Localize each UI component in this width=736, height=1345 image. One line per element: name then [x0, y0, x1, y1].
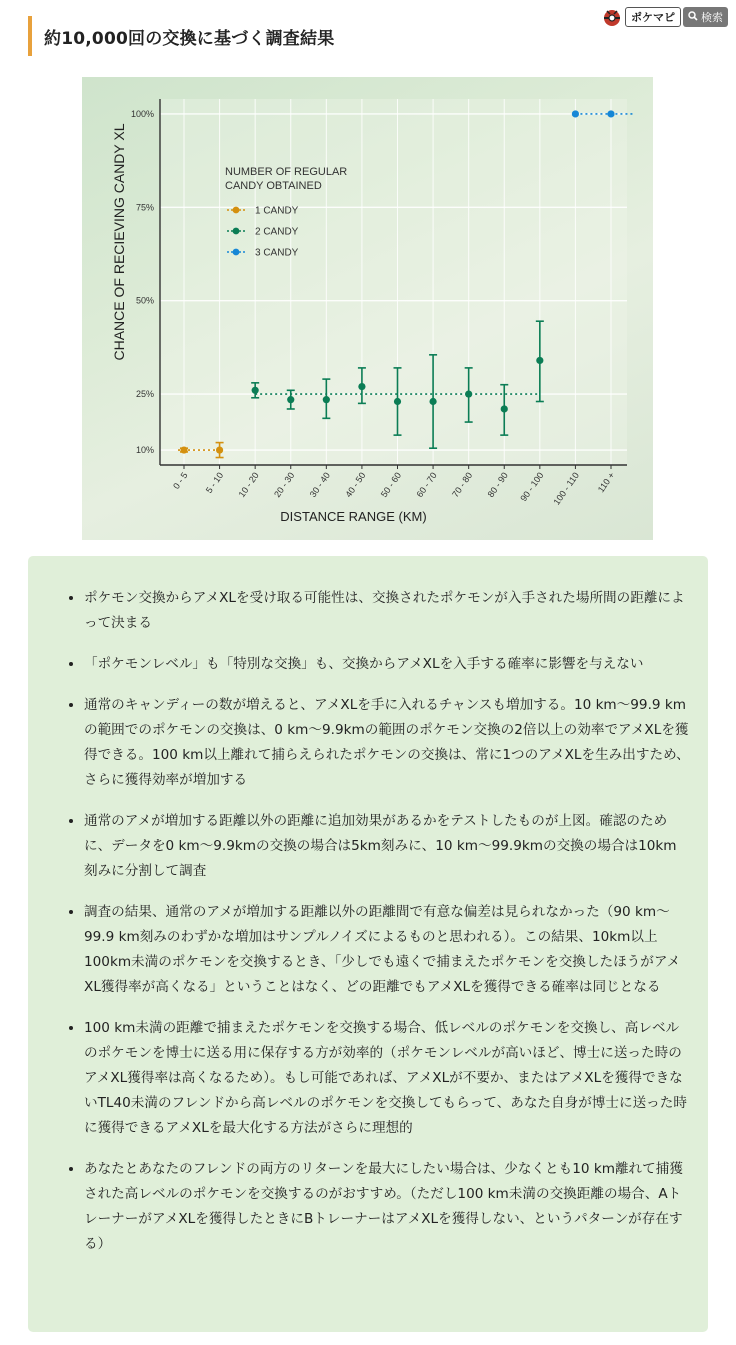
page-title: 約10,000回の交換に基づく調査結果 — [44, 28, 335, 49]
x-tick-label: 0 - 5 — [171, 470, 190, 491]
data-point — [501, 405, 508, 412]
note-item: • 調査の結果、通常のアメが増加する距離以外の距離間で有意な偏差は見られなかった（90 km〜99.9 km刻みのわずかな増加はサンプルノイズによるものと思われる）。この結果、10km以上100km未満のポケモンを交換するとき、「少しでも遠くで捕まえたポケモンを交換したほうがアメXL獲得率が高くなる」ということはなく、どの距離でもアメXLを獲得できる確率は同じとなる — [84, 900, 690, 1000]
x-tick-label: 50 - 60 — [378, 470, 404, 500]
x-tick-label: 20 - 30 — [272, 470, 297, 500]
note-item: • 通常のアメが増加する距離以外の距離に追加効果があるかをテストしたものが上図。確認のために、データを0 km〜9.9kmの交換の場合は5km刻みに、10 km〜99.9kmの交換の場合は10km刻みに分割して調査 — [84, 809, 690, 884]
legend-label: 3 CANDY — [255, 247, 299, 259]
data-point — [323, 396, 330, 403]
search-label: 検索 — [701, 11, 723, 24]
x-tick-label: 60 - 70 — [414, 470, 439, 500]
data-point — [536, 357, 543, 364]
y-tick-label: 25% — [135, 389, 154, 400]
chart-canvas — [82, 77, 653, 540]
x-tick-label: 90 - 100 — [518, 470, 546, 504]
x-tick-label: 10 - 20 — [236, 470, 261, 500]
data-point — [180, 446, 187, 453]
y-tick-label: 10% — [135, 445, 154, 456]
data-point — [216, 446, 223, 453]
data-point — [287, 396, 294, 403]
site-brand — [601, 6, 728, 28]
x-tick-label: 30 - 40 — [307, 470, 332, 500]
note-item: • あなたとあなたのフレンドの両方のリターンを最大にしたい場合は、少なくとも10 km離れて捕獲された高レベルのポケモンを交換するのがおすすめ。（ただし100 km未満の交換距離の場合、AトレーナーがアメXLを獲得したときにBトレーナーはアメXLを獲得しない、というパターンが存在する） — [84, 1157, 690, 1257]
note-item: • 「ポケモンレベル」も「特別な交換」も、交換からアメXLを入手する確率に影響を与えない — [84, 652, 690, 677]
legend-label: 1 CANDY — [255, 205, 299, 217]
x-axis-title: DISTANCE RANGE (KM) — [280, 509, 427, 524]
y-tick-label: 50% — [135, 295, 154, 306]
data-point — [607, 110, 614, 117]
x-tick-label: 100 - 110 — [551, 470, 582, 507]
x-tick-label: 40 - 50 — [343, 470, 368, 500]
note-item: • 100 km未満の距離で捕まえたポケモンを交換する場合、低レベルのポケモンを交換し、高レベルのポケモンを博士に送る用に保存する方が効率的（ポケモンレベルが高いほど、博士に送った時のアメXL獲得率は高くなるため）。もし可能であれば、アメXLが不要か、またはアメXLを獲得できないTL40未満のフレンドから高レベルのポケモンを交換してもらって、あなた自身が博士に送った時に獲得できるアメXLを最大化する方法がさらに理想的 — [84, 1016, 690, 1141]
data-point — [252, 387, 259, 394]
legend-label: 2 CANDY — [255, 226, 299, 238]
plot-panel — [160, 99, 627, 465]
data-point — [394, 398, 401, 405]
legend-swatch — [233, 228, 240, 235]
note-item: • 通常のキャンディーの数が増えると、アメXLを手に入れるチャンスも増加する。10 km〜99.9 kmの範囲でのポケモンの交換は、0 km〜9.9kmの範囲のポケモン交換の2倍以上の効率でアメXLを獲得できる。100 km以上離れて捕らえられたポケモンの交換は、常に1つのアメXLを生み出すため、さらに獲得効率が増加する — [84, 693, 690, 793]
search-button[interactable] — [683, 7, 728, 27]
search-icon — [688, 11, 698, 24]
data-point — [572, 110, 579, 117]
data-point — [429, 398, 436, 405]
notes-list — [64, 586, 690, 1257]
section-heading — [28, 16, 548, 56]
legend-swatch — [233, 207, 240, 214]
pokemapi-logo-icon[interactable] — [601, 6, 623, 28]
data-point — [358, 383, 365, 390]
y-axis-title: CHANCE OF RECIEVING CANDY XL — [111, 123, 127, 361]
y-tick-label: 100% — [130, 108, 154, 119]
x-tick-label: 80 - 90 — [485, 470, 510, 500]
y-tick-label: 75% — [135, 202, 154, 213]
candy-xl-chart — [82, 77, 653, 540]
brand-button[interactable]: ポケマピ — [625, 7, 681, 27]
legend-title: NUMBER OF REGULAR CANDY OBTAINED — [225, 166, 348, 192]
legend-swatch — [233, 249, 240, 256]
x-tick-label: 70 - 80 — [450, 470, 475, 500]
data-point — [465, 390, 472, 397]
note-item: • ポケモン交換からアメXLを受け取る可能性は、交換されたポケモンが入手された場所間の距離によって決まる — [84, 586, 690, 636]
notes-box — [28, 556, 708, 1332]
x-tick-label: 110 + — [595, 470, 617, 495]
x-tick-label: 5 - 10 — [203, 470, 226, 496]
